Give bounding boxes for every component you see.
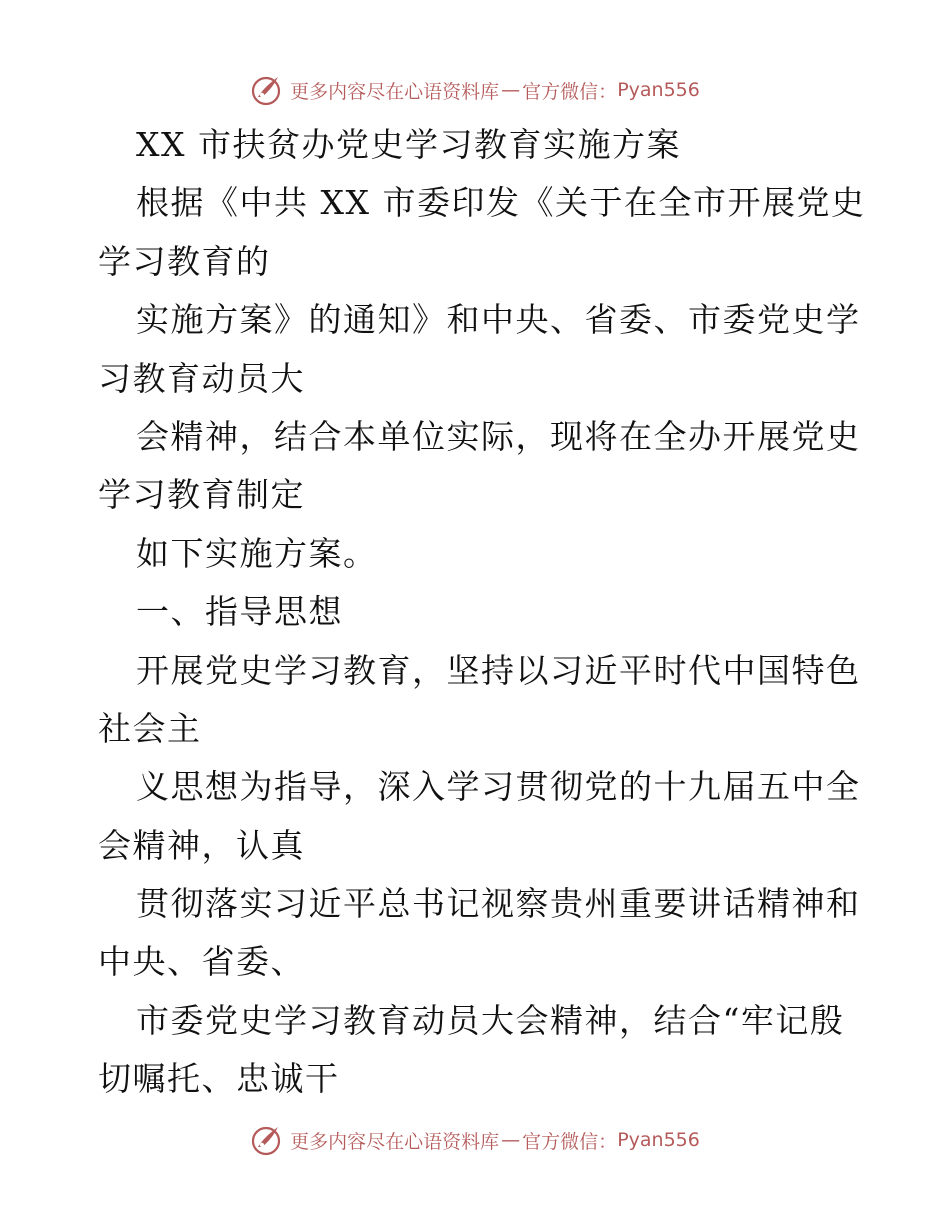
- watermark-text: 更多内容尽在心语资料库: [290, 80, 500, 103]
- quill-ink-logo-icon: [250, 73, 284, 107]
- text-line: 社会主: [98, 708, 202, 748]
- watermark-separator: —: [501, 1129, 521, 1151]
- watermark-wechat-id: Pyan556: [617, 79, 700, 101]
- text-line: 学习教育制定: [98, 475, 305, 515]
- watermark-separator: —: [501, 79, 521, 101]
- watermark-wechat-label: 官方微信：: [522, 1130, 618, 1153]
- text-line: 市委党史学习教育动员大会精神，结合“牢记殷: [136, 1000, 845, 1040]
- text-line: 实施方案》的通知》和中央、省委、市委党史学: [136, 300, 861, 340]
- quill-ink-logo-icon: [250, 1123, 284, 1157]
- document-body: [98, 116, 866, 1109]
- footer-watermark: [0, 1120, 950, 1160]
- document-title: XX 市扶贫办党史学习教育实施方案: [136, 125, 681, 164]
- text-line: 开展党史学习教育，坚持以习近平时代中国特色: [136, 650, 861, 690]
- text-line: 会精神，认真: [98, 825, 305, 865]
- watermark-wechat-id: Pyan556: [617, 1129, 700, 1151]
- text-line: 贯彻落实习近平总书记视察贵州重要讲话精神和: [136, 884, 861, 924]
- section-heading: 一、指导思想: [136, 592, 343, 632]
- text-line: 会精神，结合本单位实际，现将在全办开展党史: [136, 416, 861, 456]
- watermark-text: 更多内容尽在心语资料库: [290, 1130, 500, 1153]
- text-line: 中央、省委、: [98, 942, 305, 982]
- watermark-wechat-label: 官方微信：: [522, 80, 618, 103]
- header-watermark: [0, 70, 950, 110]
- text-line: 义思想为指导，深入学习贯彻党的十九届五中全: [136, 767, 861, 807]
- text-line: 如下实施方案。: [136, 533, 378, 573]
- text-line: 切嘱托、忠诚干: [98, 1059, 340, 1099]
- text-line: 习教育动员大: [98, 358, 305, 398]
- text-line: 学习教育的: [98, 241, 271, 281]
- text-line: 根据《中共 XX 市委印发《关于在全市开展党史: [136, 183, 866, 223]
